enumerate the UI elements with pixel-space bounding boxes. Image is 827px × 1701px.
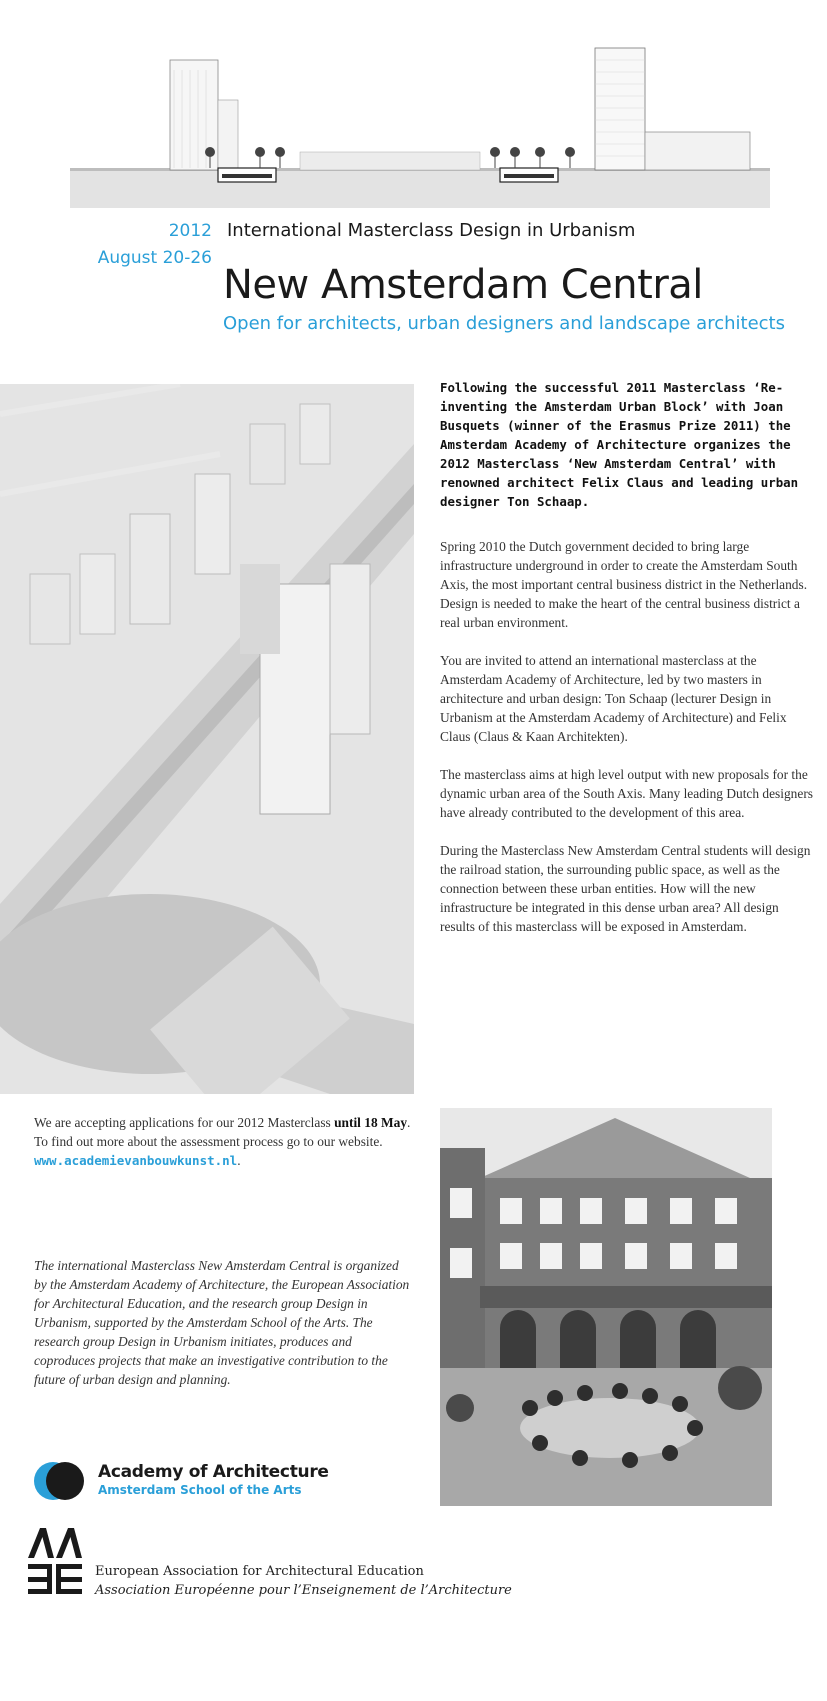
eaae-name-french: Association Européenne pour l’Enseignement de l’Architecture [95,1583,512,1598]
page-title: New Amsterdam Central [223,262,703,308]
eaae-logo-icon [26,1526,84,1596]
website-link[interactable]: www.academievanbouwkunst.nl [34,1153,238,1168]
paragraph: During the Masterclass New Amsterdam Central students will design the railroad station, the surrounding public space, as well as the connection between these urban entities. How will the new infrastructure be integrated in this dense urban area? All design results of this masterclass will be exposed in Amsterdam. [440,843,811,934]
deadline: until 18 May [334,1115,408,1130]
paragraph: The masterclass aims at high level output with new proposals for the dynamic urban area of the South Axis. Many leading Dutch designers have already contributed to the development of this area. [440,767,813,820]
paragraph: You are invited to attend an international masterclass at the Amsterdam Academy of Architecture, led by two masters in architecture and urban design: Ton Schaap (lecturer Design in Urbanism at the Amsterdam Academy of Architecture) and Felix Claus (Claus & Kaan Architekten). [440,653,787,744]
organizers-note: The international Masterclass New Amsterdam Central is organized by the Amsterdam Academy of Architecture, the European Association for Architectural Education, and the research group Design in Urbanism, supported by the Amsterdam School of the Arts. The research group Design in Urbanism initiates, produces and coproduces projects that make an investigative contribution to the future of urban design and planning. [34,1258,410,1387]
academy-name: Academy of Architecture [98,1462,329,1482]
eaae-name-english: European Association for Architectural Education [95,1564,424,1579]
series-title: International Masterclass Design in Urbanism [227,220,636,241]
application-info [34,1113,414,1170]
apply-end: . [237,1153,241,1168]
page-subtitle: Open for architects, urban designers and landscape architects [223,313,785,334]
apply-text: We are accepting applications for our 2012 Masterclass [34,1115,335,1130]
masterclass-year: 2012 [168,221,212,241]
academy-logo-icon [34,1458,84,1504]
courtyard-photo [440,1108,772,1506]
masterclass-dates: August 20-26 [97,248,212,268]
apply-text-after: . To find out more about the assessment process go to our website. [34,1115,411,1149]
article-body [440,378,815,955]
intro-paragraph: Following the successful 2011 Masterclass ‘Re-inventing the Amsterdam Urban Block’ with Joan Busquets (winner of the Erasmus Prize 2011) the Amsterdam Academy of Architecture organizes the 2012 Masterclass ‘New Amsterdam Central’ with renowned architect Felix Claus and leading urban designer Ton Schaap. [440,380,799,509]
academy-school: Amsterdam School of the Arts [98,1483,302,1497]
urban-section-drawing [70,40,770,208]
aerial-photo [0,384,414,1094]
paragraph: Spring 2010 the Dutch government decided to bring large infrastructure underground in order to create the Amsterdam South Axis, the most important central business district in the Netherlands. Design is needed to make the heart of the central business district a real urban environment. [440,539,808,630]
